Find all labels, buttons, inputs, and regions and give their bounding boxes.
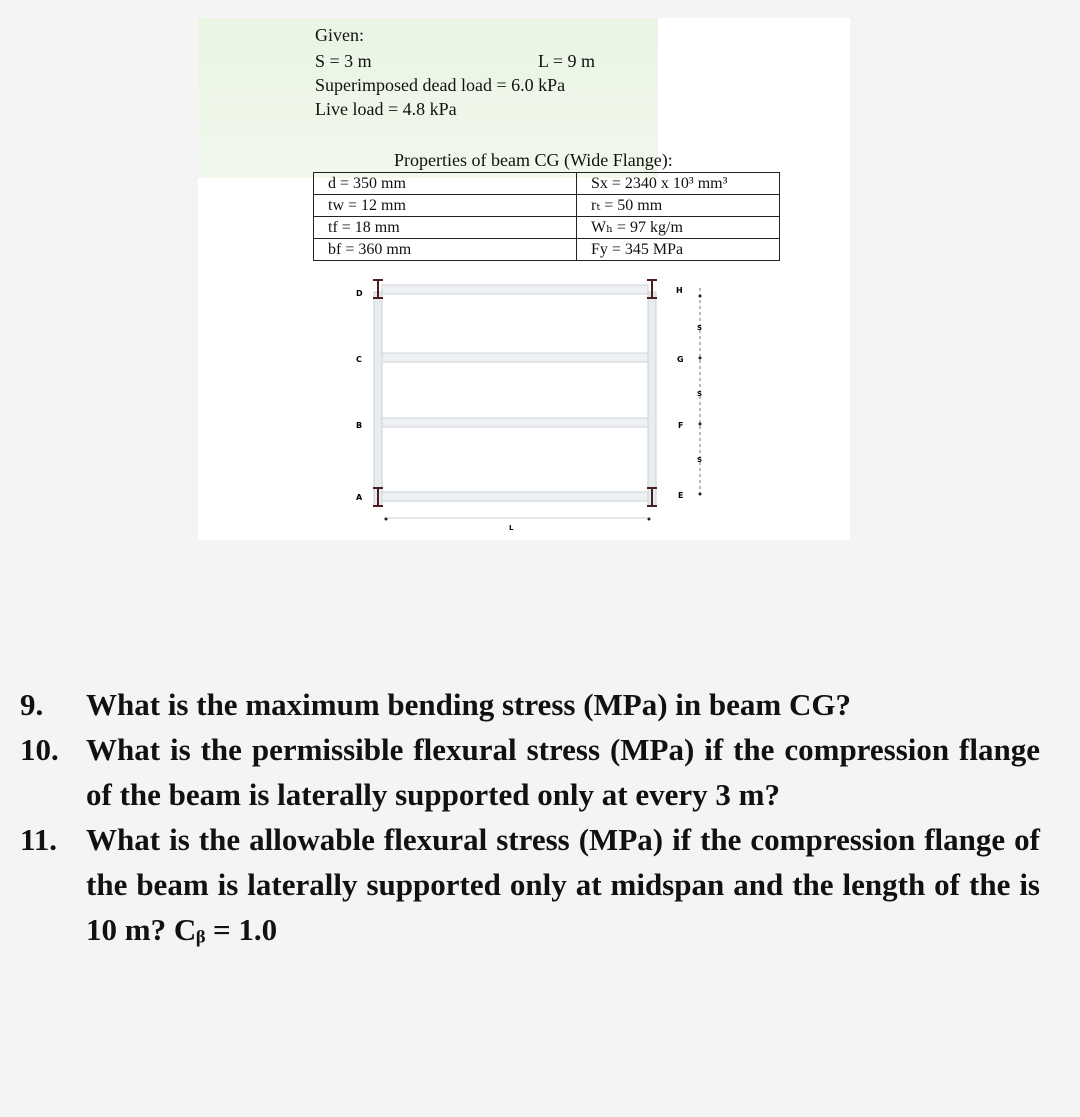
beam-ae <box>382 492 648 501</box>
prop-rt: rₜ = 50 mm <box>577 195 780 217</box>
dim-tick <box>699 423 702 426</box>
right-girder <box>648 292 656 506</box>
label-b: B <box>356 421 363 430</box>
dim-tick <box>648 518 651 521</box>
spacing-label-s2: S <box>697 390 703 398</box>
framing-plan-diagram <box>198 18 850 540</box>
question-number: 9. <box>20 687 44 722</box>
label-a: A <box>356 493 363 502</box>
given-heading: Given: <box>315 25 364 45</box>
prop-wb: Wₕ = 97 kg/m <box>577 217 780 239</box>
prop-d: d = 350 mm <box>314 173 577 195</box>
prop-sx: Sx = 2340 x 10³ mm³ <box>577 173 780 195</box>
left-girder <box>374 292 382 506</box>
prop-tw: tw = 12 mm <box>314 195 577 217</box>
question-9 <box>20 682 1040 727</box>
given-live-load: Live load = 4.8 kPa <box>315 99 457 119</box>
properties-title: Properties of beam CG (Wide Flange): <box>394 150 673 170</box>
span-label-l: L <box>509 524 514 532</box>
prop-bf: bf = 360 mm <box>314 239 577 261</box>
question-text: What is the allowable flexural stress (MPa) if the compression flange of the beam is laterally supported only at midspan and the length of the is 10 m? Cᵦ = 1.0 <box>86 822 1040 947</box>
dim-tick <box>699 357 702 360</box>
beam-bf <box>382 418 648 427</box>
question-text: What is the maximum bending stress (MPa) in beam CG? <box>86 687 851 722</box>
label-f: F <box>678 421 684 430</box>
label-e: E <box>678 491 684 500</box>
dim-tick <box>385 518 388 521</box>
question-11 <box>20 817 1040 952</box>
question-text: What is the permissible flexural stress (MPa) if the compression flange of the beam is laterally supported only at every 3 m? <box>86 732 1040 812</box>
label-c: C <box>356 355 362 364</box>
dim-tick <box>699 295 702 298</box>
question-number: 11. <box>20 822 58 857</box>
given-panel <box>198 18 850 540</box>
label-d: D <box>356 289 363 298</box>
dim-tick <box>699 493 702 496</box>
prop-tf: tf = 18 mm <box>314 217 577 239</box>
spacing-label-s3: S <box>697 456 703 464</box>
given-dead-load: Superimposed dead load = 6.0 kPa <box>315 75 566 95</box>
label-g: G <box>677 355 684 364</box>
beam-dh <box>382 285 648 294</box>
prop-fy: Fy = 345 MPa <box>577 239 780 261</box>
question-10 <box>20 727 1040 817</box>
beam-cg <box>382 353 648 362</box>
given-l: L = 9 m <box>538 51 595 71</box>
label-h: H <box>676 286 683 295</box>
question-number: 10. <box>20 732 59 767</box>
spacing-label-s1: S <box>697 324 703 332</box>
given-s: S = 3 m <box>315 51 372 71</box>
questions-list <box>20 682 1040 952</box>
